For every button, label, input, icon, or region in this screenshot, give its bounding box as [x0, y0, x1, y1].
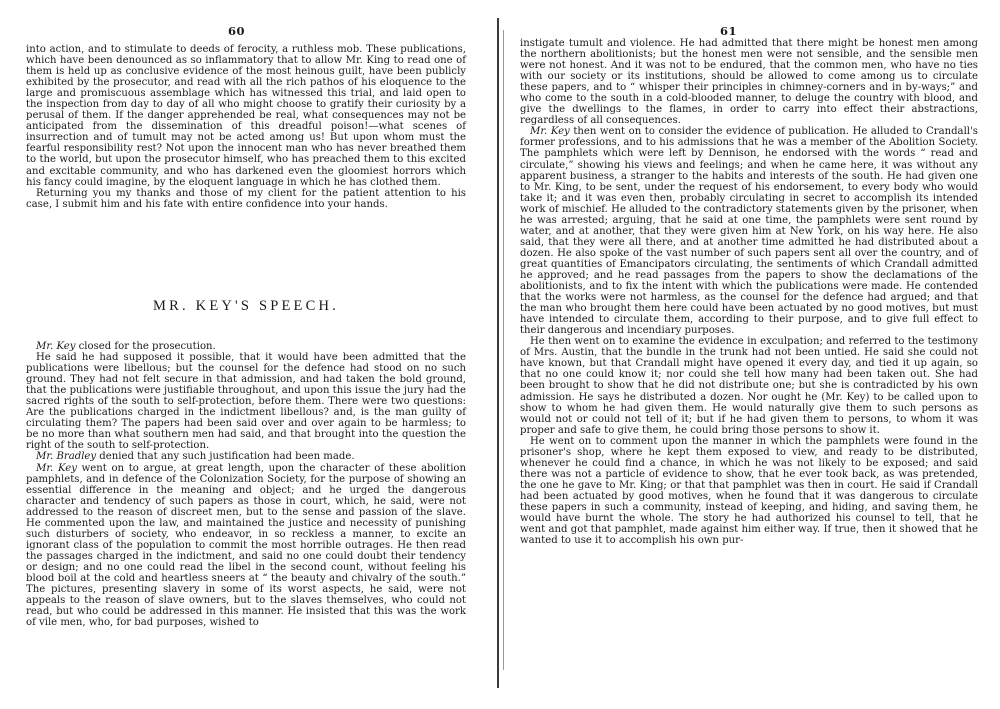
paragraph: Returning you my thanks and those of my client for the patient attention to his case, I submit him and his fate with entire confidence into your hands.	[26, 187, 466, 210]
paragraph-body: He then went on to examine the evidence in exculpation; and referred to the testimony of Mrs. Austin, that the bundle in the trunk had not been untied. He said she could not have known, but that Crandall might have opened it every day, and tied it up again, so that no one could know it; nor could she tell how many had been taken out. She had been brought to show that he did not distribute one; but she is contradicted by his own admission. He says he distributed a dozen. Nor ought he (Mr. Key) to be called upon to show to whom he had given them. He would naturally give them to such persons as would not or could not tell of it; but if he had given them to persons, to whom it was proper and safe to give them, he could bring those persons to show it.	[520, 336, 978, 436]
speaker-name: Mr. Bradley	[36, 451, 97, 463]
speaker-name: Mr. Key	[36, 462, 77, 474]
page-number-left: 60	[228, 24, 246, 38]
paragraph-body: went on to argue, at great length, upon the character of these abolition pamphlets, and in defence of the Colonization Society, for the purpose of showing an essential difference in the meaning and object; and he urged the dangerous character and tendency of such papers as those in court, which, he said, were not addressed to the reason of discreet men, but to the sense and passion of the slave. He commented upon the law, and maintained the justice and necessity of punishing such disturbers of society, who endeavor, in so reckless a manner, to excite an ignorant class of the population to commit the most horrible outrages. He then read the passages charged in the indictment, and said no one could doubt their tendency or design; and no one could read the libel in the second count, without feeling his blood boil at the cold and heartless sneers at “ the beauty and chivalry of the south.” The pictures, presenting slavery in some of its worst aspects, he said, were not appeals to the reason of slave owners, but to the slaves themselves, who could not read, but who could be addressed in this manner. He insisted that this was the work of vile men, who, for bad purposes, wished to	[26, 462, 466, 629]
left-page	[0, 0, 492, 709]
page-number-right: 61	[720, 24, 738, 38]
paragraph	[520, 336, 978, 435]
paragraph	[520, 38, 978, 126]
page-gutter	[497, 18, 499, 688]
paragraph: into action, and to stimulate to deeds of ferocity, a ruthless mob. These publications, which have been denounced as so inflammatory that to allow Mr. King to read one of them is held up as conclusive evidence of the most heinous guilt, have been publicly exhibited by the prosecutor, and read with all the rich pathos of his eloquence to the large and promiscuous assemblage which has witnessed this trial, and laid open to the inspection from day to day of all who might choose to gratify their curiosity by a perusal of them. If the danger apprehended be real, what consequences may not be anticipated from the dissemination of this dreadful poison!—what scenes of insurrection and of tumult may not be acted among us! But upon whom must the fearful responsibility rest? Not upon the innocent man who has never breathed them to the world, but upon the prosecutor himself, who has preached them to this excited and excitable community, and who has darkened even the gloomiest horrors which his fancy could imagine, by the eloquent language in which he has clothed them.	[26, 44, 466, 188]
paragraph	[26, 352, 466, 451]
paragraph	[520, 436, 978, 546]
paragraph-body: He said he had supposed it possible, that it would have been admitted that the publications were libellous; but the counsel for the defence had stood on no such ground. They had not felt secure in that admission, and had taken the bold ground, that the publications were justifiable throughout, and upon this issue the jury had the sacred rights of the south to self-protection, before them. There were two questions: Are the publications charged in the indictment libellous? and, is the man guilty of circulating them? The papers had been said over and over again to be harmless; to be no more than what southern men had said, and that brought into the question the right of the south to self-protection.	[26, 352, 466, 452]
paragraph-body: He went on to comment upon the manner in which the pamphlets were found in the prisoner's shop, where he kept them exposed to view, and ready to be distributed, whenever he could find a chance, in which he was not likely to be exposed; and said there was not a particle of evidence to show, that he ever took back, as was pretended, the one he gave to Mr. King; or that that pamphlet was then in court. He said if Crandall had been actuated by good motives, when he found that it was dangerous to circulate these papers in such a community, instead of keeping, and hiding, and saving them, he would have burnt the whole. The story he had authorized his counsel to tell, that he went and got that pamphlet, made against him either way. If true, then it showed that he wanted to use it to accomplish his own pur-	[520, 435, 978, 547]
speaker-name: Mr. Key	[36, 341, 76, 352]
right-page-text	[520, 38, 978, 546]
right-page	[508, 0, 1000, 709]
paragraph-body: denied that any such justification had been made.	[96, 451, 355, 463]
page-gutter-shadow	[503, 30, 504, 670]
paragraph-body: instigate tumult and violence. He had admitted that there might be honest men among the northern abolitionists; but the honest men were not sensible, and the sensible men were not honest. And it was not to be endured, that the common men, who have no ties with our society or its institutions, should be allowed to come among us to circulate these papers, and to “ whisper their principles in chimney-corners and in by-ways;” and who come to the south in a cold-blooded manner, to deluge the country with blood, and give the dwellings to the flames, in order to carry into effect their abstractions, regardless of all consequences.	[520, 38, 978, 127]
paragraph	[520, 126, 978, 336]
left-page-speech-text	[26, 341, 466, 628]
section-heading: MR. KEY'S SPEECH.	[153, 298, 339, 314]
paragraph	[26, 463, 466, 629]
left-page-continued-text	[26, 44, 466, 210]
paragraph-body: then went on to consider the evidence of publication. He alluded to Crandall's former professions, and to his admissions that he was a member of the Abolition Society. The pamphlets which were left by Dennison, he endorsed with the words “ read and circulate,” showing his views and feelings; and when he came here, it was without any apparent business, a stranger to the habits and interests of the south. He had given one to Mr. King, to be sent, under the request of his endorsement, to every body who would take it; and it was even then, probably circulating in secret to accomplish its intended work of mischief. He alluded to the contradictory statements given by the prisoner, when he was arrested; arguing, that he said at one time, the pamphlets were sent round by water, and at another, that they were given him at New York, on his way here. He also said, that they were all there, and at another time admitted he had distributed about a dozen. He also spoke of the vast number of such papers sent all over the country, and of great quantities of Emancipators circulating, the sentiments of which Crandall admitted he approved; and he read passages from the papers to show the declamations of the abolitionists, and to fix the intent with which the publications were made. He contended that the works were not harmless, as the counsel for the defence had argued; and that the man who brought them here could have been actuated by no good motives, but must have intended to circulate them, according to their purpose, and to give full effect to their dangerous and incendiary purposes.	[520, 126, 978, 337]
paragraph	[26, 341, 466, 352]
speaker-name: Mr. Key	[530, 126, 570, 138]
paragraph-body: closed for the prosecution.	[75, 341, 216, 352]
paragraph	[26, 451, 466, 462]
